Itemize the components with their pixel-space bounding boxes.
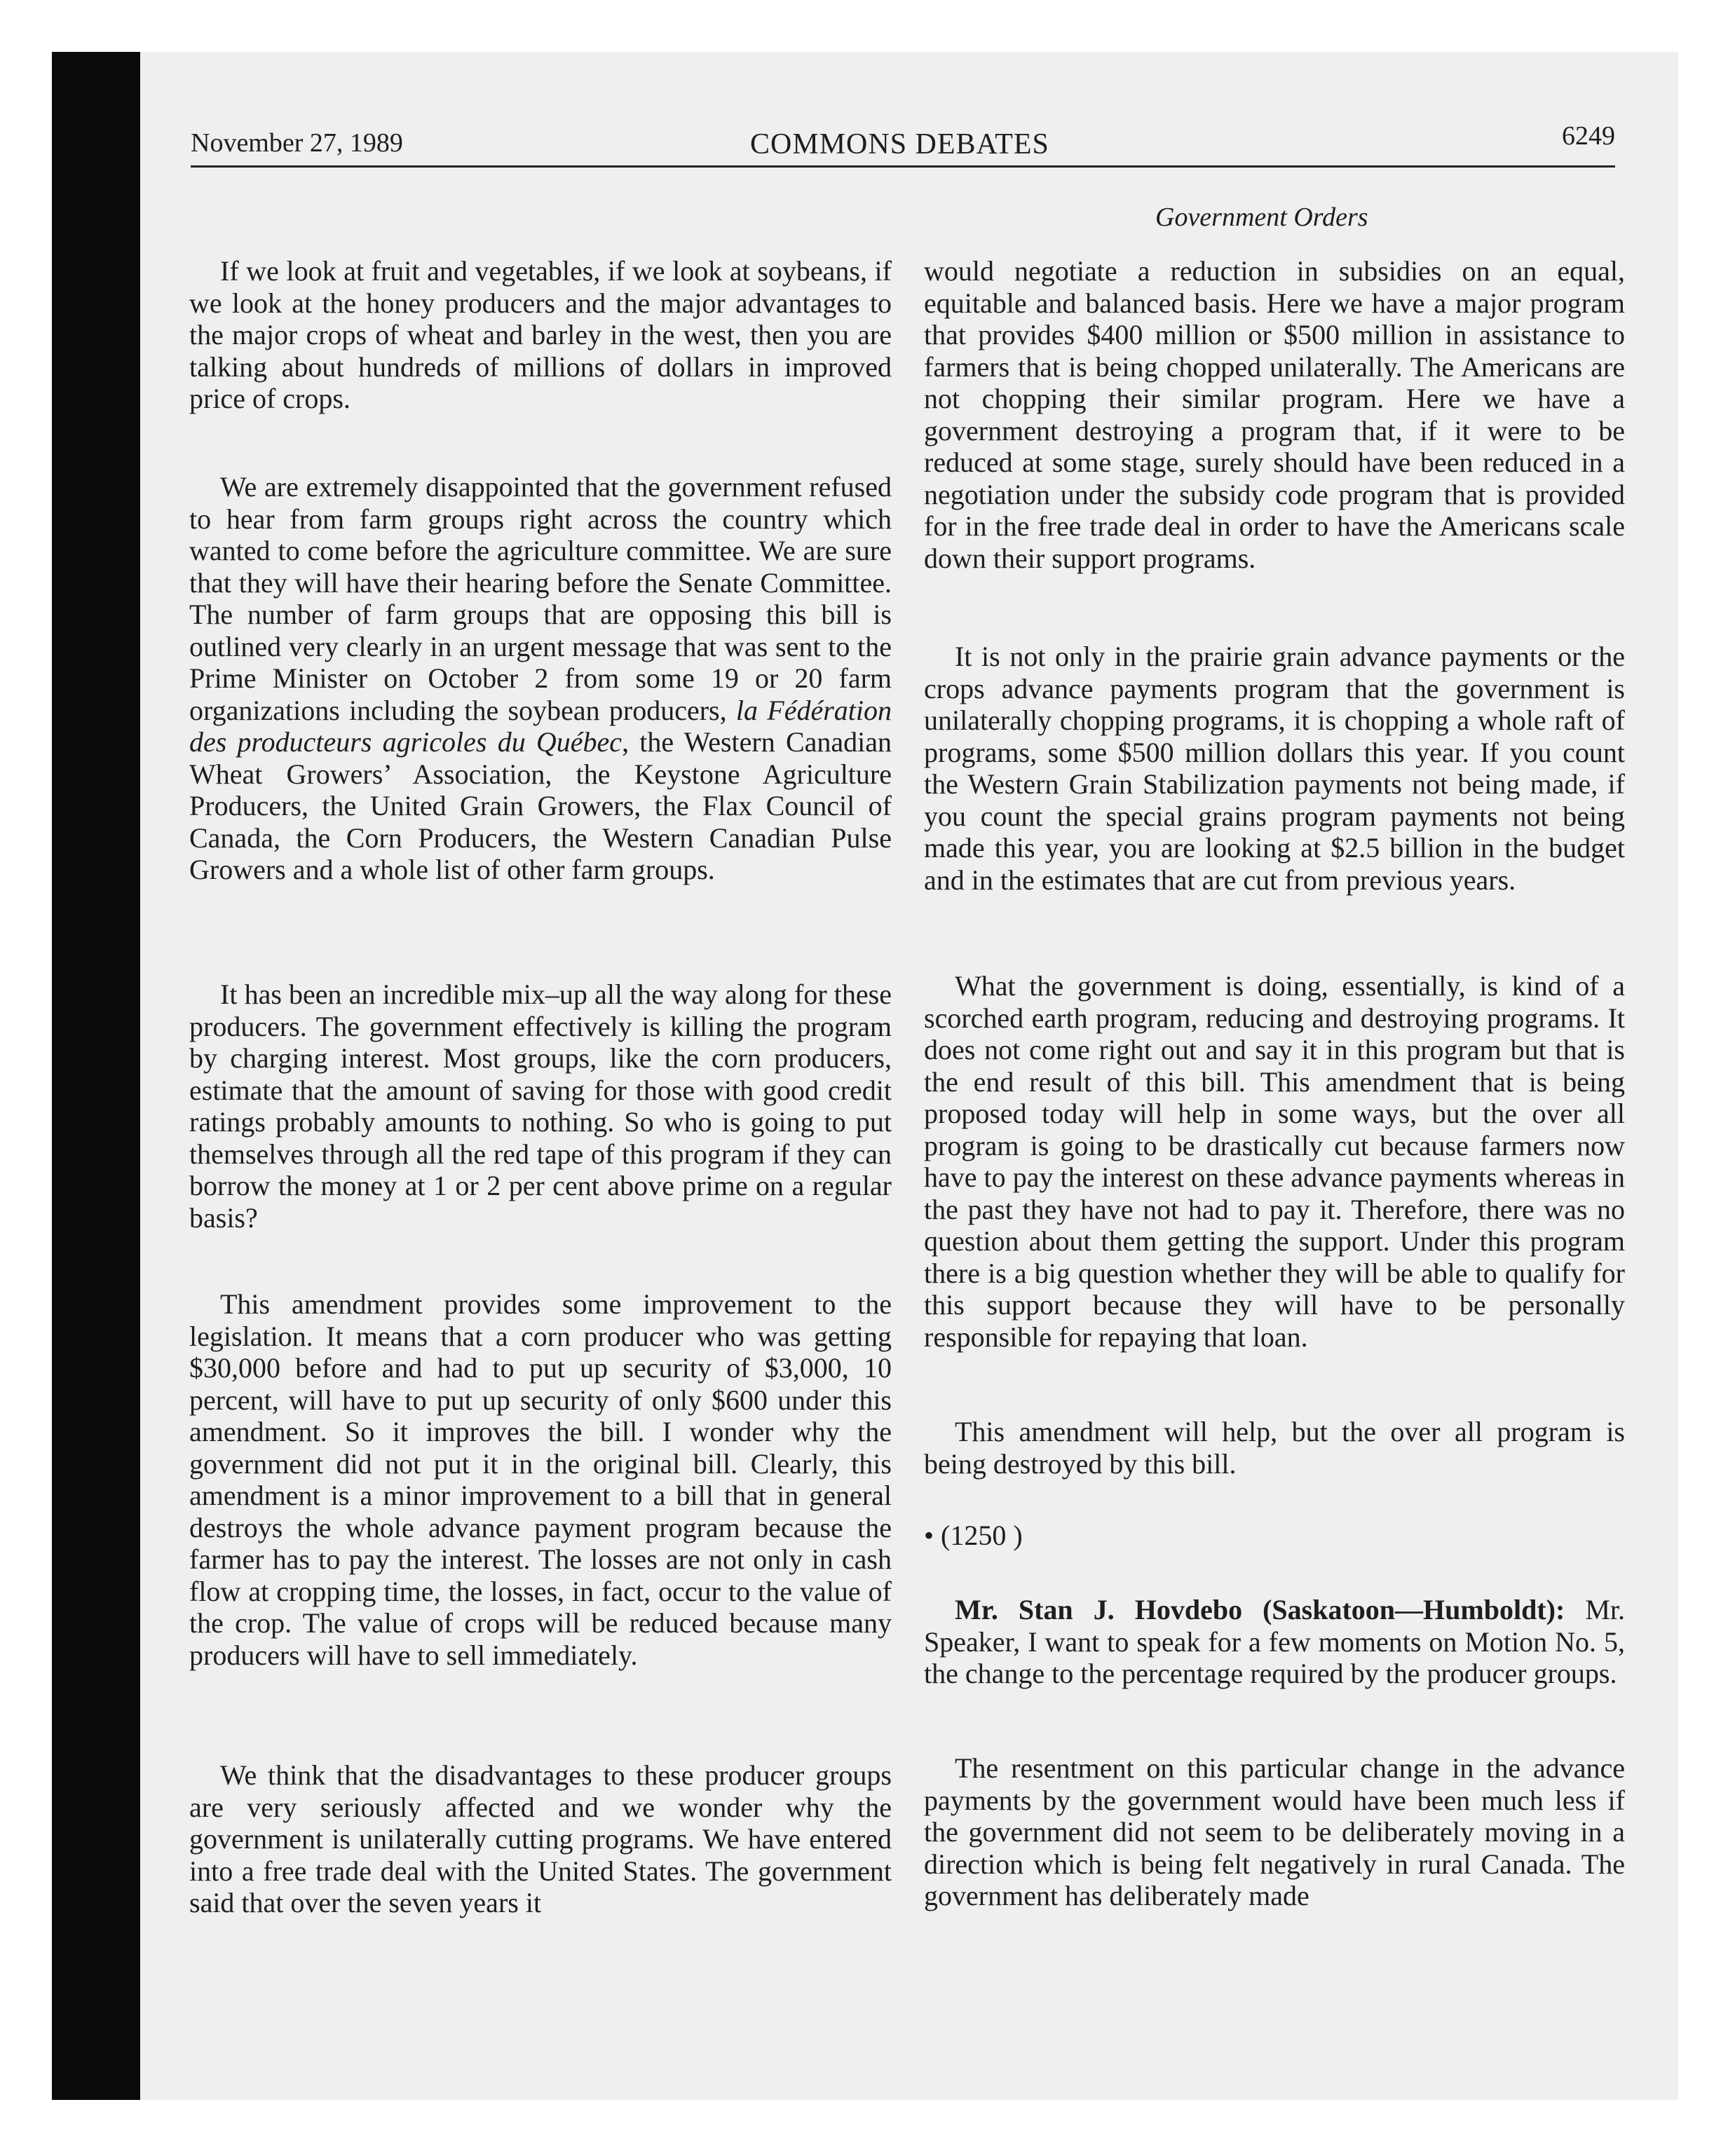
publication-title: COMMONS DEBATES	[750, 128, 1049, 161]
section-label: Government Orders	[1155, 203, 1368, 232]
right-paragraph-2: It is not only in the prairie grain advance payments or the crops advance payments program that the government is unilaterally chopping programs, it is chopping a whole raft of programs, some $500 million dollars this year. If you count the Western Grain Stabilization payments not being made, if you count the special grains program payments not being made this year, you are looking at $2.5 billion in the budget and in the estimates that are cut from previous years.	[924, 641, 1625, 896]
right-paragraph-speaker: Mr. Stan J. Hovdebo (Saskatoon—Humboldt): Mr. Speaker, I want to speak for a few moments on Motion No. 5, the change to the percentage required by the producer groups.	[924, 1594, 1625, 1689]
left-paragraph-4: This amendment provides some improvement to the legislation. It means that a corn producer who was getting $30,000 before and had to put up security of $3,000, 10 percent, will have to put up security of only $600 under this amendment. So it improves the bill. I wonder why the government did not put it in the original bill. Clearly, this amendment is a minor improvement to a bill that in general destroys the whole advance payment program because the farmer has to pay the interest. The losses are not only in cash flow at cropping time, the losses, in fact, occur to the value of the crop. The value of crops will be reduced because many producers will have to sell immediately.	[189, 1288, 892, 1671]
right-paragraph-4: This amendment will help, but the over all program is being destroyed by this bill.	[924, 1416, 1625, 1480]
left-paragraph-3: It has been an incredible mix–up all the way along for these producers. The government effectively is killing the program by charging interest. Most groups, like the corn producers, estimate that the amount of saving for those with good credit ratings probably amounts to nothing. So who is going to put themselves through all the red tape of this program if they can borrow the money at 1 or 2 per cent above prime on a regular basis?	[189, 978, 892, 1234]
page-number: 6249	[1562, 121, 1615, 151]
header-rule	[191, 165, 1615, 168]
speaker-name: Mr. Stan J. Hovdebo (Saskatoon—Humboldt):	[955, 1594, 1565, 1625]
binding-edge-shadow	[52, 52, 140, 2100]
right-paragraph-6: The resentment on this particular change in the advance payments by the government would have been much less if the government did not seem to be deliberately moving in a direction which is being felt negatively in rural Canada. The government has deliberately made	[924, 1752, 1625, 1911]
left-paragraph-1: If we look at fruit and vegetables, if we look at soybeans, if we look at the honey producers and the major advantages to the major crops of wheat and barley in the west, then you are talking about hundreds of millions of dollars in improved price of crops.	[189, 255, 892, 414]
left-paragraph-2: We are extremely disappointed that the government refused to hear from farm groups right across the country which wanted to come before the agriculture committee. We are sure that they will have their hearing before the Senate Committee. The number of farm groups that are opposing this bill is outlined very clearly in an urgent message that was sent to the Prime Minister on October 2 from some 19 or 20 farm organizations including the soybean producers, la Fédération des producteurs agricoles du Québec, the Western Canadian Wheat Growers’ Association, the Keystone Agriculture Producers, the United Grain Growers, the Flax Council of Canada, the Corn Producers, the Western Canadian Pulse Growers and a whole list of other farm groups.	[189, 471, 892, 885]
right-paragraph-1: would negotiate a reduction in subsidies on an equal, equitable and balanced basis. Here we have a major program that provides $400 million or $500 million in assistance to farmers that is being chopped unilaterally. The Americans are not chopping their similar program. Here we have a government destroying a program that, if it were to be reduced at some stage, surely should have been reduced in a negotiation under the subsidy code program that is provided for in the free trade deal in order to have the Americans scale down their support programs.	[924, 255, 1625, 574]
header-date: November 27, 1989	[191, 128, 403, 158]
page-header	[191, 121, 1615, 163]
left-paragraph-5: We think that the disadvantages to these producer groups are very seriously affected and we wonder why the government is unilaterally cutting programs. We have entered into a free trade deal with the United States. The government said that over the seven years it	[189, 1759, 892, 1918]
italic-organization-name: la Fédération des producteurs agricoles du Québec	[189, 694, 892, 758]
time-stamp: • (1250 )	[924, 1520, 1023, 1551]
right-paragraph-3: What the government is doing, essentially, is kind of a scorched earth program, reducing and destroying programs. It does not come right out and say it in this program but that is the end result of this bill. This amendment that is being proposed today will help in some ways, but the over all program is going to be drastically cut because farmers now have to pay the interest on these advance payments whereas in the past they have not had to pay it. Therefore, there was no question about them getting the support. Under this program there is a big question whether they will be able to qualify for this support because they will have to be personally responsible for repaying that loan.	[924, 970, 1625, 1353]
